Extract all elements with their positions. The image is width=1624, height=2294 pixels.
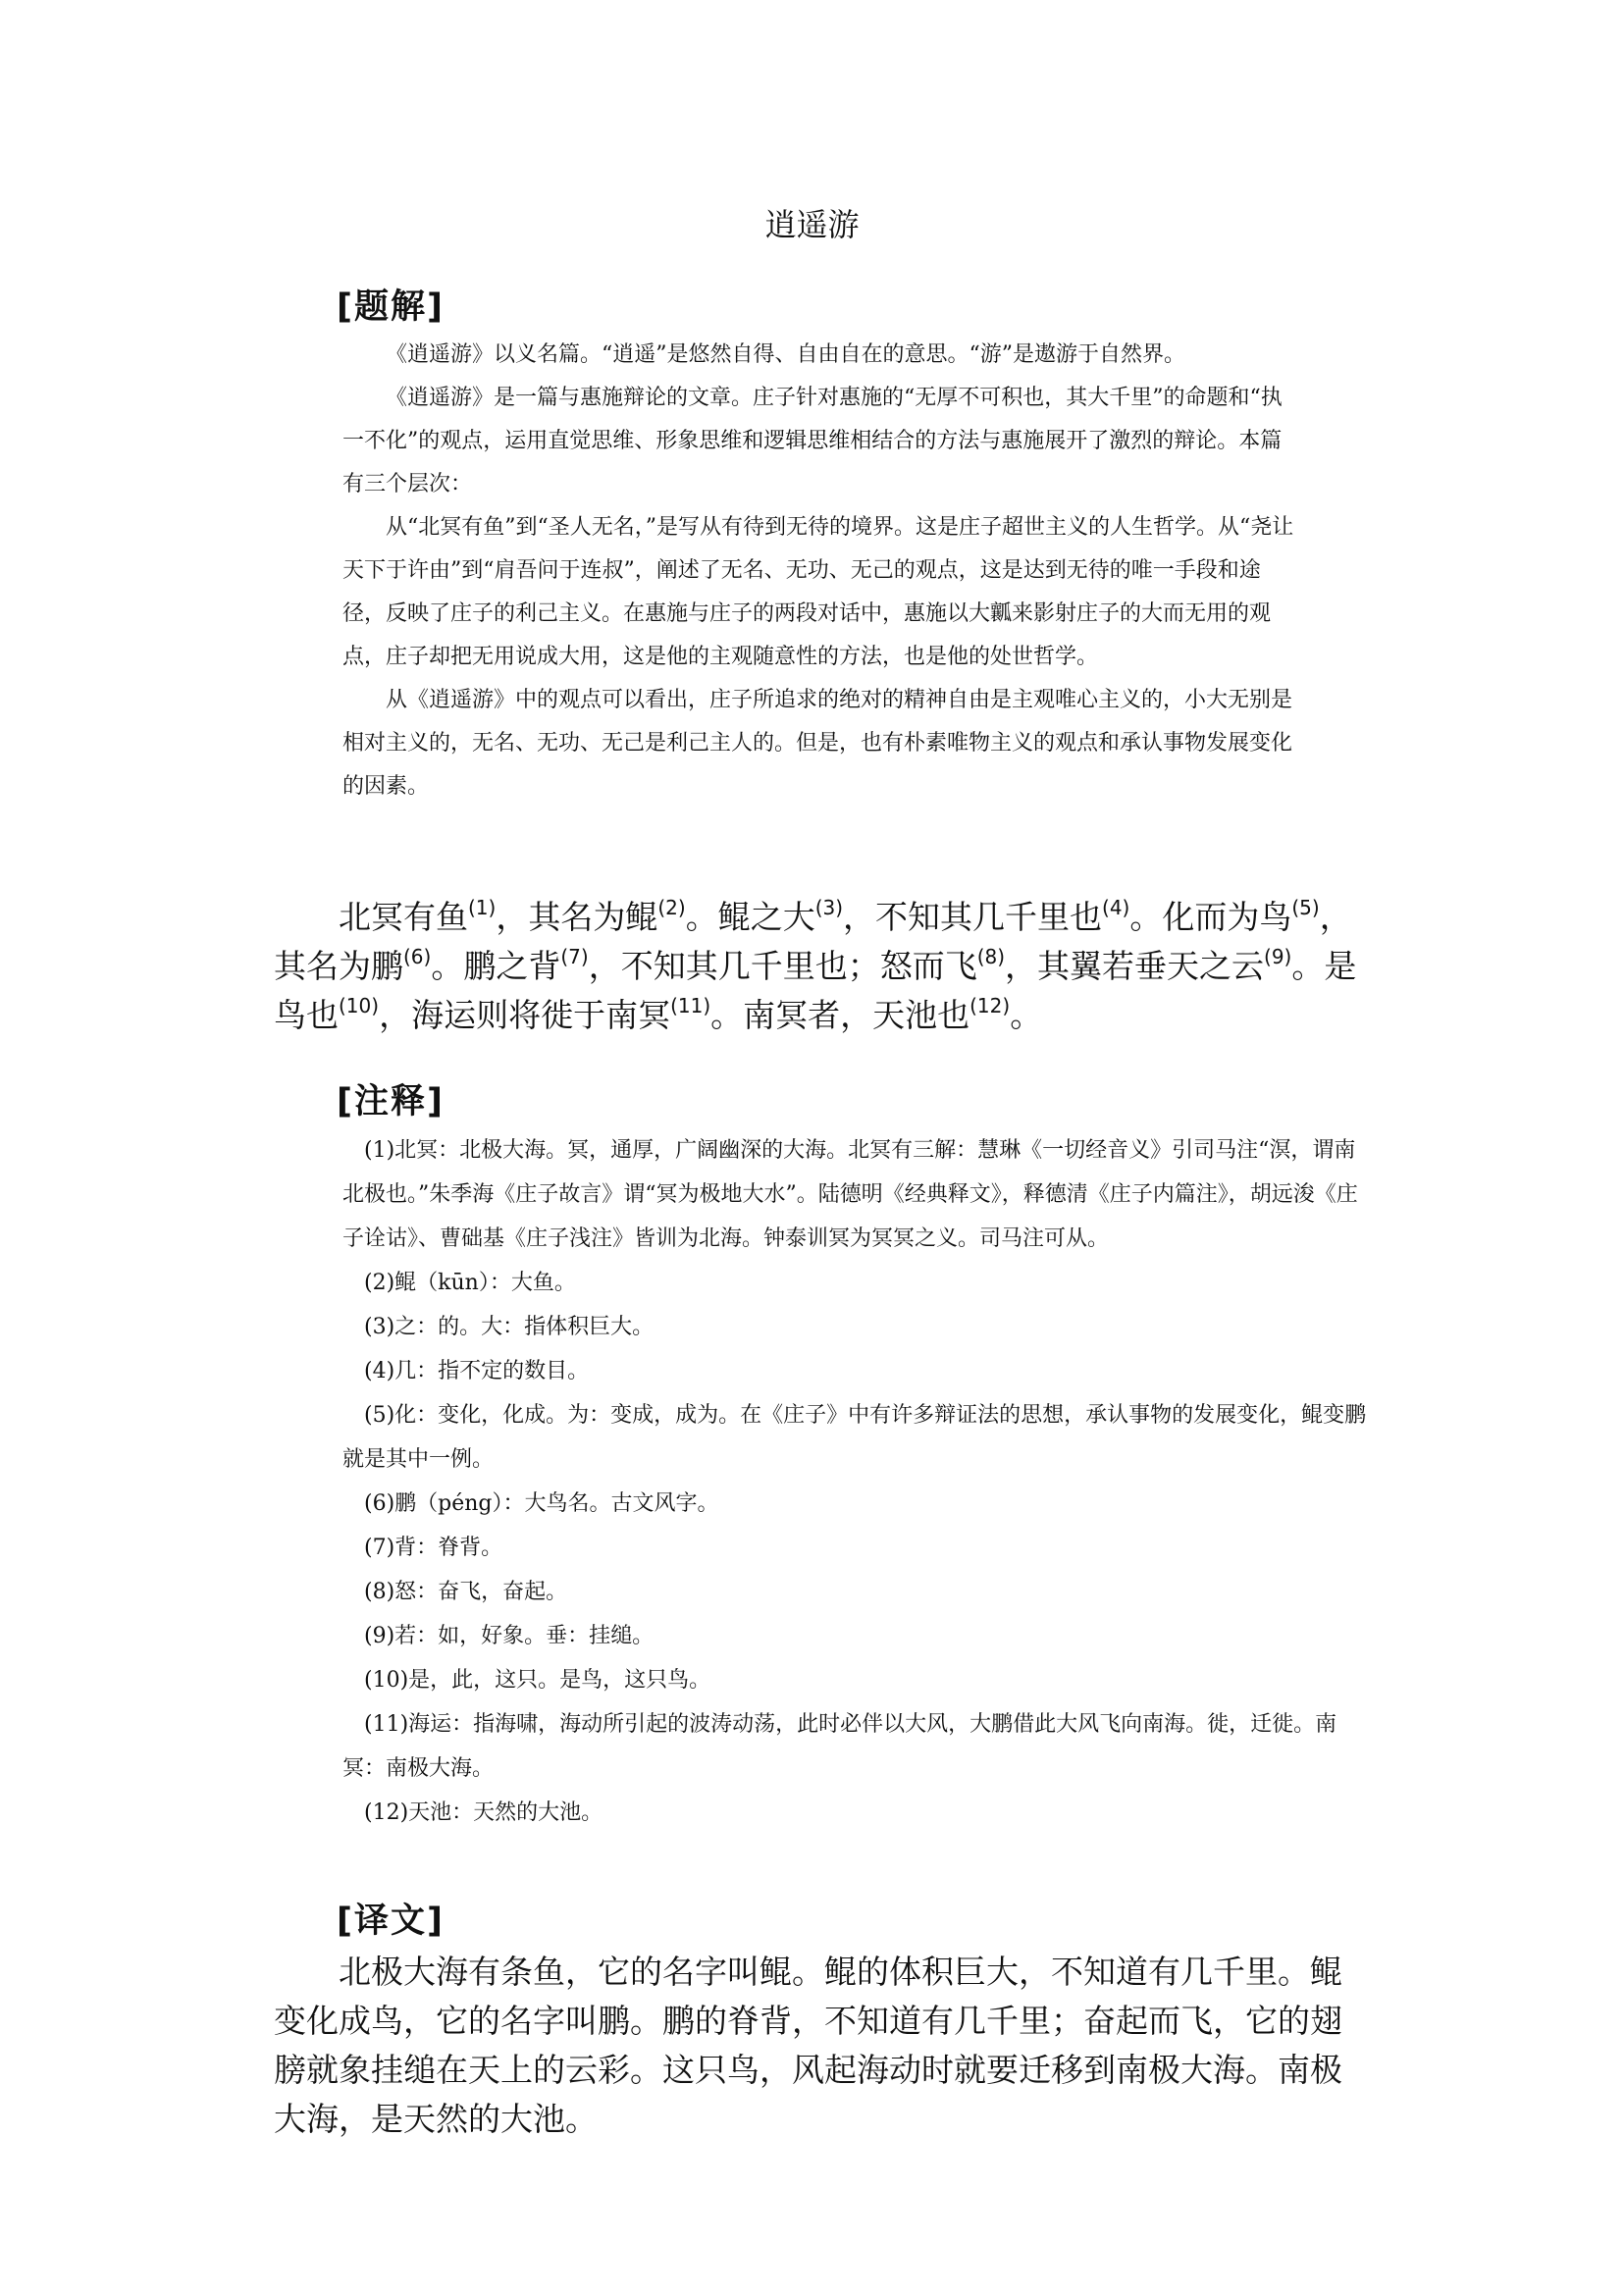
note-item: (4)几：指不定的数目。 xyxy=(364,1359,590,1383)
original-segment: 。鹏之背 xyxy=(431,947,561,985)
footnote-marker: (2) xyxy=(657,896,686,919)
original-segment: 。南冥者，天池也 xyxy=(710,996,970,1034)
original-segment: ，不知其几千里也；怒而飞 xyxy=(588,947,977,985)
section-heading-tijie: [题解] xyxy=(337,287,445,327)
translation-paragraph: 北极大海有条鱼，它的名字叫鲲。鲲的体积巨大，不知道有几千里。鲲变化成鸟，它的名字叫鹏。鹏的脊背，不知道有几千里；奋起而飞，它的翅膀就象挂缒在天上的云彩。这只鸟，风起海动时就要迁移到南极大海。南极大海，是天然的大池。 xyxy=(274,1953,1342,2138)
original-segment: 。鲲之大 xyxy=(685,898,815,936)
translation-text xyxy=(274,1948,1363,2144)
footnote-marker: (1) xyxy=(468,896,497,919)
original-segment: ，其翼若垂天之云 xyxy=(1005,947,1265,985)
footnote-marker: (7) xyxy=(560,945,589,968)
note-item: (6)鹏（péng）：大鸟名。古文风字。 xyxy=(364,1491,719,1516)
note-item: (7)背：脊背。 xyxy=(364,1536,503,1560)
footnote-marker: (10) xyxy=(339,994,380,1017)
footnote-marker: (9) xyxy=(1264,945,1292,968)
note-item: (12)天池：天然的大池。 xyxy=(364,1800,603,1825)
footnote-marker: (3) xyxy=(814,896,844,919)
original-segment: ，不知其几千里也 xyxy=(843,898,1103,936)
note-item: (1)北冥：北极大海。冥，通厚，广阔幽深的大海。北冥有三解：慧琳《一切经音义》引司马注“溟，谓南北极也。”朱季海《庄子故言》谓“冥为极地大水”。陆德明《经典释文》，释德清《庄子内篇注》，胡远浚《庄子诠诂》、曹础基《庄子浅注》皆训为北海。钟泰训冥为冥冥之义。司马注可从。 xyxy=(342,1138,1358,1251)
footnote-marker: (4) xyxy=(1102,896,1130,919)
note-item: (11)海运：指海啸，海动所引起的波涛动荡，此时必伴以大风，大鹏借此大风飞向南海。徙，迁徙。南冥：南极大海。 xyxy=(342,1712,1337,1781)
page-title: 逍遥游 xyxy=(764,206,860,243)
footnote-marker: (12) xyxy=(969,994,1011,1017)
note-item: (5)化：变化，化成。为：变成，成为。在《庄子》中有许多辩证法的思想，承认事物的发展变化，鲲变鹏就是其中一例。 xyxy=(342,1403,1367,1472)
note-item: (8)怒：奋飞，奋起。 xyxy=(364,1580,568,1604)
tijie-paragraph: 从“北冥有鱼”到“圣人无名，”是写从有待到无待的境界。这是庄子超世主义的人生哲学。从“尧让天下于许由”到“肩吾问于连叔”，阐述了无名、无功、无己的观点，这是达到无待的唯一手段和途径，反映了庄子的利己主义。在惠施与庄子的两段对话中，惠施以大瓤来影射庄子的大而无用的观点，庄子却把无用说成大用，这是他的主观随意性的方法，也是他的处世哲学。 xyxy=(342,515,1294,669)
original-segment: ，其名为鲲 xyxy=(496,898,658,936)
original-segment: ，海运则将徙于南冥 xyxy=(379,996,671,1034)
note-item: (9)若：如，好象。垂：挂缒。 xyxy=(364,1624,655,1648)
original-text xyxy=(274,893,1363,1040)
original-segment: 。化而为鸟 xyxy=(1129,898,1292,936)
tijie-paragraph: 《逍遥游》是一篇与惠施辩论的文章。庄子针对惠施的“无厚不可积也，其大千里”的命题和“执一不化”的观点，运用直觉思维、形象思维和逻辑思维相结合的方法与惠施展开了激烈的辩论。本篇有三个层次： xyxy=(342,386,1283,496)
section-heading-translation: [译文] xyxy=(337,1902,445,1941)
notes-list xyxy=(342,1128,1368,1835)
section-heading-notes: [注释] xyxy=(337,1082,445,1121)
note-item: (3)之：的。大：指体积巨大。 xyxy=(364,1315,655,1339)
tijie-body xyxy=(342,334,1299,808)
original-segment: 北冥有鱼 xyxy=(339,898,468,936)
note-item: (2)鲲（kūn）：大鱼。 xyxy=(364,1271,576,1295)
footnote-marker: (11) xyxy=(670,994,711,1017)
original-segment: 。是鸟也 xyxy=(274,947,1357,1034)
tijie-paragraph: 从《逍遥游》中的观点可以看出，庄子所追求的绝对的精神自由是主观唯心主义的，小大无别是相对主义的，无名、无功、无己是利己主人的。但是，也有朴素唯物主义的观点和承认事物发展变化的因素。 xyxy=(342,688,1293,799)
footnote-marker: (8) xyxy=(976,945,1006,968)
note-item: (10)是，此，这只。是鸟，这只鸟。 xyxy=(364,1668,711,1693)
tijie-paragraph: 《逍遥游》以义名篇。“逍遥”是悠然自得、自由自在的意思。“游”是遨游于自然界。 xyxy=(386,342,1185,367)
footnote-marker: (5) xyxy=(1291,896,1320,919)
footnote-marker: (6) xyxy=(403,945,432,968)
original-segment: ，其名为鹏 xyxy=(274,898,1352,985)
original-segment: 。 xyxy=(1010,996,1043,1034)
